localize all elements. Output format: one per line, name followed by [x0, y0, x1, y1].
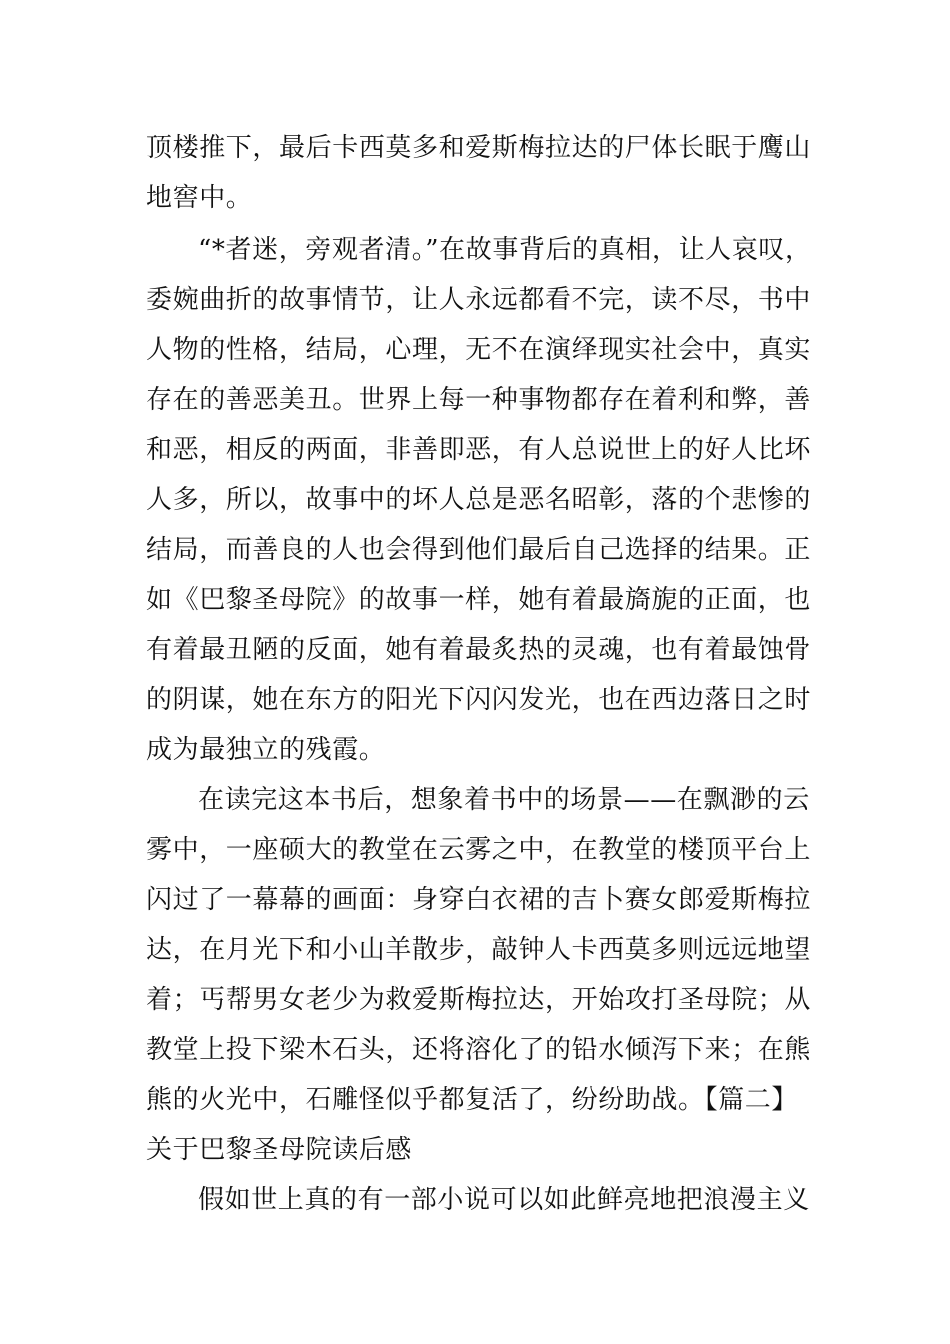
text-line: 在读完这本书后，想象着书中的场景——在飘渺的云 [198, 785, 810, 815]
text-line: 假如世上真的有一部小说可以如此鲜亮地把浪漫主义 [198, 1185, 810, 1215]
text-line: 结局，而善良的人也会得到他们最后自己选择的结果。正 [146, 535, 812, 565]
text-line: 雾中，一座硕大的教堂在云雾之中，在教堂的楼顶平台上 [146, 835, 812, 865]
text-line: 教堂上投下梁木石头，还将溶化了的铅水倾泻下来；在熊 [146, 1035, 812, 1065]
text-line: 闪过了一幕幕的画面：身穿白衣裙的吉卜赛女郎爱斯梅拉 [146, 885, 812, 915]
text-line: “*者迷，旁观者清。”在故事背后的真相，让人哀叹， [198, 235, 812, 265]
text-line: 成为最独立的残霞。 [146, 735, 386, 765]
text-line: 的阴谋，她在东方的阳光下闪闪发光，也在西边落日之时 [146, 685, 812, 715]
text-line: 存在的善恶美丑。世界上每一种事物都存在着利和弊，善 [146, 385, 812, 415]
text-line: 人物的性格，结局，心理，无不在演绎现实社会中，真实 [146, 335, 812, 365]
text-line: 地窖中。 [146, 183, 253, 213]
text-line: 着；丐帮男女老少为救爱斯梅拉达，开始攻打圣母院；从 [146, 985, 812, 1015]
text-line: 熊的火光中，石雕怪似乎都复活了，纷纷助战。【篇二】 [146, 1085, 799, 1115]
text-line: 达，在月光下和小山羊散步，敲钟人卡西莫多则远远地望 [146, 935, 812, 965]
text-line: 如《巴黎圣母院》的故事一样，她有着最旖旎的正面，也 [146, 585, 812, 615]
text-line: 有着最丑陋的反面，她有着最炙热的灵魂，也有着最蚀骨 [146, 635, 812, 665]
text-line: 委婉曲折的故事情节，让人永远都看不完，读不尽，书中 [146, 285, 812, 315]
text-line: 顶楼推下，最后卡西莫多和爱斯梅拉达的尸体长眠于鹰山 [146, 133, 812, 163]
text-line: 关于巴黎圣母院读后感 [146, 1135, 413, 1165]
text-line: 和恶，相反的两面，非善即恶，有人总说世上的好人比坏 [146, 435, 812, 465]
text-line: 人多，所以，故事中的坏人总是恶名昭彰，落的个悲惨的 [146, 485, 812, 515]
